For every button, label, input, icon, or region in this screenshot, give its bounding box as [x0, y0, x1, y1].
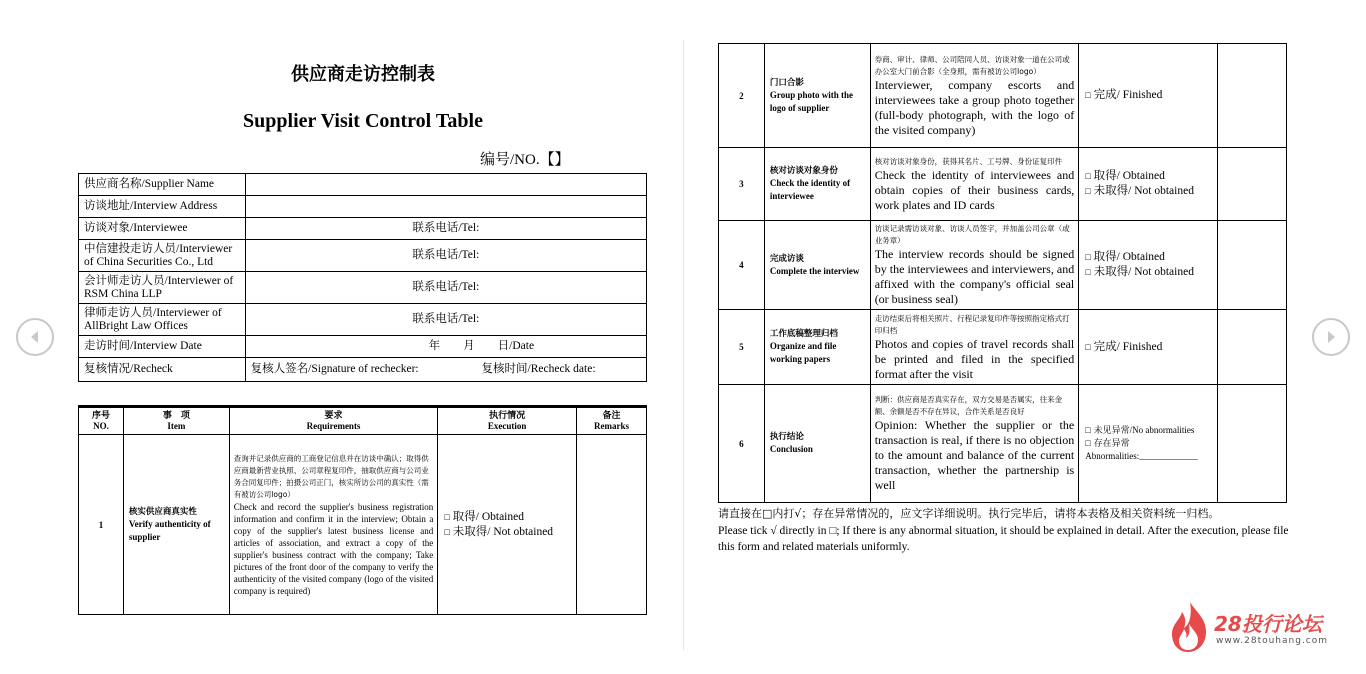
- interviewee-tel: 联系电话/Tel:: [245, 218, 646, 240]
- checkbox-icon[interactable]: □: [1085, 438, 1091, 448]
- chevron-right-icon: [1323, 329, 1339, 345]
- header-item: 事 项 Item: [123, 407, 229, 435]
- page-spine-divider: [683, 40, 684, 650]
- row-remarks: [1218, 148, 1287, 221]
- row-execution: [1079, 44, 1218, 148]
- checkbox-icon[interactable]: □: [444, 511, 450, 522]
- checkbox-icon[interactable]: □: [444, 526, 450, 537]
- row-remarks: [1218, 385, 1287, 503]
- checkbox-icon[interactable]: □: [1085, 341, 1091, 352]
- instruction-note-cn: 请直接在□内打√；存在异常情况的，应文字详细说明。执行完毕后，请将本表格及相关资料统一归档。: [718, 507, 1220, 520]
- row-execution: [438, 435, 577, 615]
- interview-address-label: 访谈地址/Interview Address: [79, 196, 246, 218]
- row-item: 完成访谈 Complete the interview: [764, 221, 870, 310]
- option-obtained[interactable]: □ 取得/ Obtained: [1085, 251, 1165, 263]
- option-obtained[interactable]: □ 取得/ Obtained: [1085, 170, 1165, 182]
- option-not-obtained[interactable]: □ 未取得/ Not obtained: [444, 525, 554, 538]
- chevron-left-icon: [27, 329, 43, 345]
- row-remarks: [1218, 310, 1287, 385]
- row-remarks: [577, 435, 647, 615]
- recheck-label: 复核情况/Recheck: [79, 358, 246, 382]
- site-logo: [1170, 600, 1345, 654]
- document-number: 编号/NO.【】: [480, 152, 570, 168]
- header-requirements: 要求 Requirements: [229, 407, 438, 435]
- header-execution: 执行情况 Execution: [438, 407, 577, 435]
- row-remarks: [1218, 221, 1287, 310]
- row-item: 门口合影 Group photo with the logo of supplier: [764, 44, 870, 148]
- instruction-note-en: Please tick √ directly in □; If there is any abnormal situation, it should be explained in detail. After the execution, please file this form and related materials uniformly.: [718, 525, 1289, 553]
- row-item: 核实供应商真实性 Verify authenticity of supplier: [123, 435, 229, 615]
- row-requirements: 判断：供应商是否真实存在，双方交易是否属实，往来金额、余额是否不存在异议，合作关系是否良好 Opinion: Whether the supplier or the transaction is real, if there is no objection to the amount and balance of the current transaction, whether the partnership is well: [870, 385, 1079, 503]
- option-not-obtained[interactable]: □ 未取得/ Not obtained: [1085, 266, 1194, 278]
- row-execution: [1079, 148, 1218, 221]
- table-row: [719, 44, 1287, 148]
- supplier-info-table: [78, 173, 647, 382]
- row-number: 4: [719, 221, 765, 310]
- law-interviewer-tel: 联系电话/Tel:: [245, 304, 646, 336]
- supplier-name-label: 供应商名称/Supplier Name: [79, 174, 246, 196]
- recheck-signature-label: 复核人签名/Signature of rechecker:: [250, 363, 419, 375]
- row-requirements: 访谈记录需访谈对象、访谈人员签字，并加盖公司公章（或业务章） The interview records should be signed by the interviewees and interviewers, and affixed with the company's official seal (or business seal): [870, 221, 1079, 310]
- table-row: [719, 221, 1287, 310]
- row-number: 2: [719, 44, 765, 148]
- table-row: [79, 435, 647, 615]
- row-execution: [1079, 310, 1218, 385]
- row-item: 核对访谈对象身份 Check the identity of interviewee: [764, 148, 870, 221]
- table-row: [719, 385, 1287, 503]
- interview-date-value: 年 月 日/Date: [245, 336, 646, 358]
- row-requirements: 核对访谈对象身份，获得其名片、工号牌、身份证复印件 Check the identity of interviewees and obtain copies of their business cards, work plates and ID cards: [870, 148, 1079, 221]
- recheck-date-label: 复核时间/Recheck date:: [481, 363, 596, 375]
- row-remarks: [1218, 44, 1287, 148]
- checkbox-icon[interactable]: □: [1085, 90, 1091, 100]
- supplier-name-value: [245, 174, 646, 196]
- table-row: [719, 310, 1287, 385]
- row-execution: [1079, 385, 1218, 503]
- option-obtained[interactable]: □ 取得/ Obtained: [444, 510, 524, 523]
- procedure-table-right: [718, 43, 1287, 503]
- header-no: 序号 NO.: [79, 407, 124, 435]
- rsm-interviewer-tel: 联系电话/Tel:: [245, 272, 646, 304]
- citic-interviewer-label: 中信建投走访人员/Interviewer of China Securities Co., Ltd: [79, 240, 246, 272]
- abnormalities-blank[interactable]: Abnormalities:_____________: [1085, 451, 1198, 461]
- interview-date-label: 走访时间/Interview Date: [79, 336, 246, 358]
- option-not-obtained[interactable]: □ 未取得/ Not obtained: [1085, 185, 1194, 197]
- interviewee-label: 访谈对象/Interviewee: [79, 218, 246, 240]
- procedure-table-left: [78, 405, 647, 615]
- row-number: 1: [79, 435, 124, 615]
- rsm-interviewer-label: 会计师走访人员/Interviewer of RSM China LLP: [79, 272, 246, 304]
- document-title-cn: 供应商走访控制表: [291, 64, 435, 85]
- document-title-en: Supplier Visit Control Table: [243, 110, 483, 132]
- row-number: 6: [719, 385, 765, 503]
- row-item: 执行结论 Conclusion: [764, 385, 870, 503]
- law-interviewer-label: 律师走访人员/Interviewer of AllBright Law Offices: [79, 304, 246, 336]
- table-row: [719, 148, 1287, 221]
- row-number: 5: [719, 310, 765, 385]
- row-requirements: 券商、审计、律师、公司陪同人员、访谈对象一道在公司或办公室大门前合影（全身照，需有被访公司logo） Interviewer, company escorts and interviewees take a group photo together (full-body photograph, with the logo of the visited company): [870, 44, 1079, 148]
- logo-url: www.28touhang.com: [1216, 636, 1329, 646]
- citic-interviewer-tel: 联系电话/Tel:: [245, 240, 646, 272]
- header-remarks: 备注 Remarks: [577, 407, 647, 435]
- interview-address-value: [245, 196, 646, 218]
- option-abnormal[interactable]: □ 存在异常: [1085, 438, 1130, 448]
- option-finished[interactable]: □ 完成/ Finished: [1085, 340, 1163, 353]
- checkbox-icon[interactable]: □: [1085, 425, 1091, 435]
- flame-icon: [1170, 600, 1210, 654]
- next-page-button[interactable]: [1312, 318, 1350, 356]
- checkbox-icon[interactable]: □: [1085, 267, 1091, 277]
- recheck-fields: [245, 358, 646, 382]
- checkbox-icon[interactable]: □: [1085, 171, 1091, 181]
- logo-text: 28投行论坛: [1214, 612, 1322, 636]
- option-finished[interactable]: □ 完成/ Finished: [1085, 89, 1163, 101]
- row-requirements: 走访结束后将相关照片、行程记录复印件等按照指定格式打印归档 Photos and copies of travel records shall be printed and filed in the specified format after the visit: [870, 310, 1079, 385]
- previous-page-button[interactable]: [16, 318, 54, 356]
- checkbox-icon[interactable]: □: [1085, 252, 1091, 262]
- option-no-abnormalities[interactable]: □ 未见异常/No abnormalities: [1085, 425, 1195, 435]
- checkbox-icon[interactable]: □: [1085, 186, 1091, 196]
- row-requirements: 查询并记录供应商的工商登记信息并在访谈中确认；取得供应商最新营业执照、公司章程复印件，抽取供应商与公司业务合同复印件；拍摄公司正门，核实所访公司的真实性（需有被访公司logo） Check and record the supplier's business registration information and confirm it in the interview; Obtain a copy of the supplier's latest business license and articles of association, and extract a copy of the supplier's business contract with the company; Take pictures of the front door of the company to verify the authenticity of the visited company (logo of the visited company is required): [229, 435, 438, 615]
- row-execution: [1079, 221, 1218, 310]
- row-item: 工作底稿整理归档 Organize and file working papers: [764, 310, 870, 385]
- row-number: 3: [719, 148, 765, 221]
